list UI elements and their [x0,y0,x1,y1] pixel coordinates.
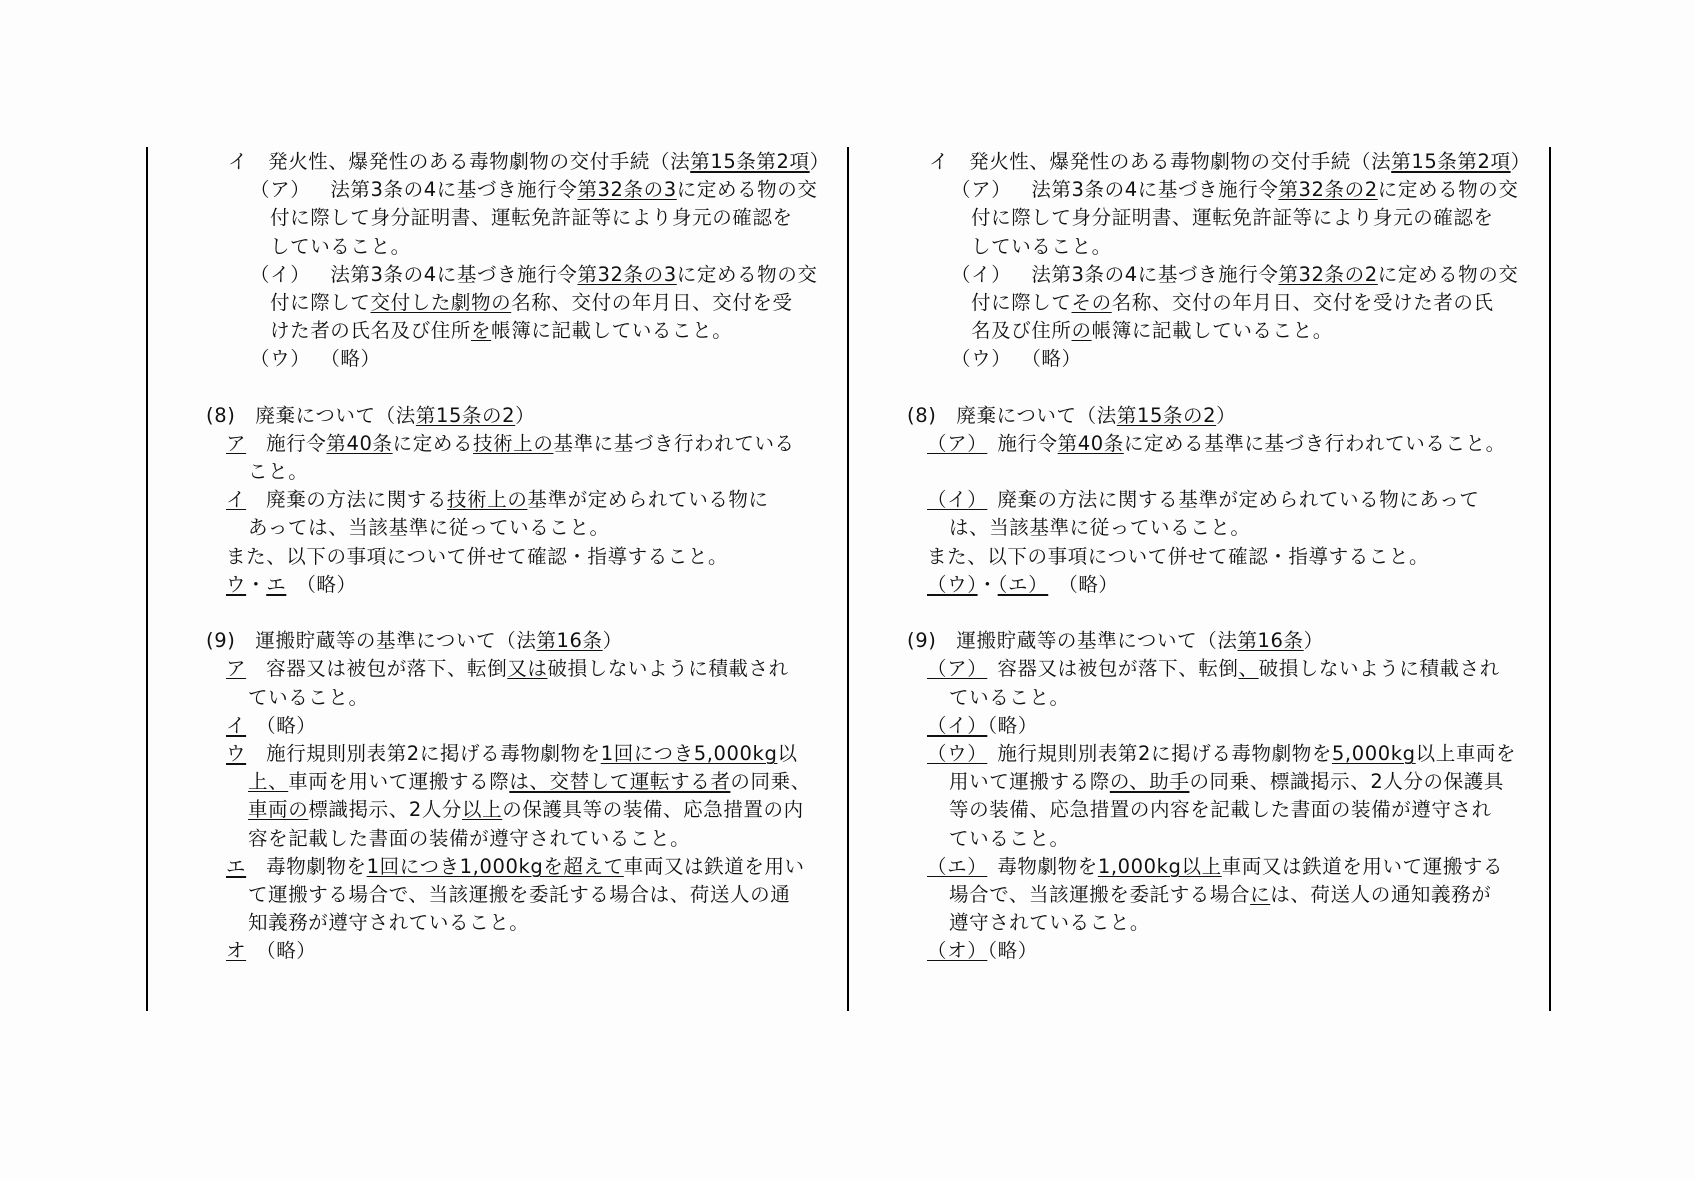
section-8-a-line1: （ア） 施行令第40条に定める基準に基づき行われていること。 [927,431,1506,455]
section-9-a-line1: （ア） 容器又は被包が落下、転倒、破損しないように積載され [927,657,1500,681]
subitem-i-line3: 名及び住所の帳簿に記載していること。 [971,319,1333,343]
section-8-title: (8) 廃棄について（法第15条の2） [206,403,536,427]
section-9-title: (9) 運搬貯蔵等の基準について（法第16条） [206,629,623,653]
section-8-ue: （ウ）・（エ） （略） [927,572,1119,596]
subitem-i-line1: （イ） 法第3条の4に基づき施行令第32条の3に定める物の交 [250,262,818,286]
section-8-i-line2: は、当該基準に従っていること。 [949,516,1251,540]
center-divider-line [847,147,849,1011]
item-i-title: イ 発火性、爆発性のある毒物劇物の交付手続（法第15条第2項） [929,150,1531,173]
right-column [851,148,1541,965]
section-9-o: （オ）（略） [927,939,1038,963]
subitem-a-line2: 付に際して身分証明書、運転免許証等により身元の確認を [971,206,1494,230]
left-column [150,148,840,965]
subitem-a-line3: していること。 [270,234,411,258]
section-9-u-line1: （ウ） 施行規則別表第2に掲げる毒物劇物を5,000kg以上車両を [927,741,1517,765]
section-8-also: また、以下の事項について併せて確認・指導すること。 [927,544,1430,568]
subitem-a-line2: 付に際して身分証明書、運転免許証等により身元の確認を [270,206,793,230]
section-8-i-line1: （イ） 廃棄の方法に関する基準が定められている物にあって [927,488,1480,512]
section-9-u-line4: ていること。 [949,826,1070,850]
section-9-e-line3: 遵守されていること。 [949,911,1151,935]
section-9-a-line2: ていること。 [248,685,369,709]
subitem-i-line1: （イ） 法第3条の4に基づき施行令第32条の2に定める物の交 [951,262,1519,286]
section-9-e-line2: 場合で、当該運搬を委託する場合には、荷送人の通知義務が [949,882,1492,906]
section-8-i-line2: あっては、当該基準に従っていること。 [248,516,610,540]
section-9-e-line1: （エ） 毒物劇物を1,000kg以上車両又は鉄道を用いて運搬する [927,854,1504,878]
item-i-title: イ 発火性、爆発性のある毒物劇物の交付手続（法第15条第2項） [228,150,830,173]
section-9-u-line3: 車両の標識掲示、2人分以上の保護具等の装備、応急措置の内 [248,798,804,822]
section-9-i: （イ）（略） [927,713,1038,737]
left-border-line [146,147,148,1011]
subitem-i-line2: 付に際してその名称、交付の年月日、交付を受けた者の氏 [971,290,1494,314]
section-9-u-line3: 等の装備、応急措置の内容を記載した書面の装備が遵守され [949,798,1492,822]
section-9-a-line2: ていること。 [949,685,1070,709]
section-8-ue: ウ・エ （略） [226,572,357,596]
section-8-a-line2: こと。 [248,460,309,484]
section-9-o: オ （略） [226,939,317,963]
section-9-u-line2: 用いて運搬する際の、助手の同乗、標識掲示、2人分の保護具 [949,770,1504,794]
subitem-a-line3: していること。 [971,234,1112,258]
section-8-title: (8) 廃棄について（法第15条の2） [907,403,1237,427]
subitem-u: （ウ） （略） [951,347,1082,371]
section-9-e-line1: エ 毒物劇物を1回につき1,000kgを超えて車両又は鉄道を用い [226,854,805,878]
section-8-a-line1: ア 施行令第40条に定める技術上の基準に基づき行われている [226,431,795,455]
section-9-e-line3: 知義務が遵守されていること。 [248,911,530,935]
subitem-u: （ウ） （略） [250,347,381,371]
right-border-line [1549,147,1551,1011]
subitem-i-line3: けた者の氏名及び住所を帳簿に記載していること。 [270,319,733,343]
subitem-i-line2: 付に際して交付した劇物の名称、交付の年月日、交付を受 [270,290,793,314]
section-9-u-line4: 容を記載した書面の装備が遵守されていること。 [248,826,691,850]
section-8-i-line1: イ 廃棄の方法に関する技術上の基準が定められている物に [226,488,769,512]
subitem-a-line1: （ア） 法第3条の4に基づき施行令第32条の3に定める物の交 [250,178,818,202]
section-9-u-line2: 上、車両を用いて運搬する際は、交替して運転する者の同乗、 [248,770,811,794]
section-9-u-line1: ウ 施行規則別表第2に掲げる毒物劇物を1回につき5,000kg以 [226,741,798,765]
section-9-title: (9) 運搬貯蔵等の基準について（法第16条） [907,629,1324,653]
section-9-i: イ （略） [226,713,317,737]
section-9-e-line2: て運搬する場合で、当該運搬を委託する場合は、荷送人の通 [248,882,791,906]
subitem-a-line1: （ア） 法第3条の4に基づき施行令第32条の2に定める物の交 [951,178,1519,202]
section-9-a-line1: ア 容器又は被包が落下、転倒又は破損しないように積載され [226,657,789,681]
section-8-also: また、以下の事項について併せて確認・指導すること。 [226,544,729,568]
